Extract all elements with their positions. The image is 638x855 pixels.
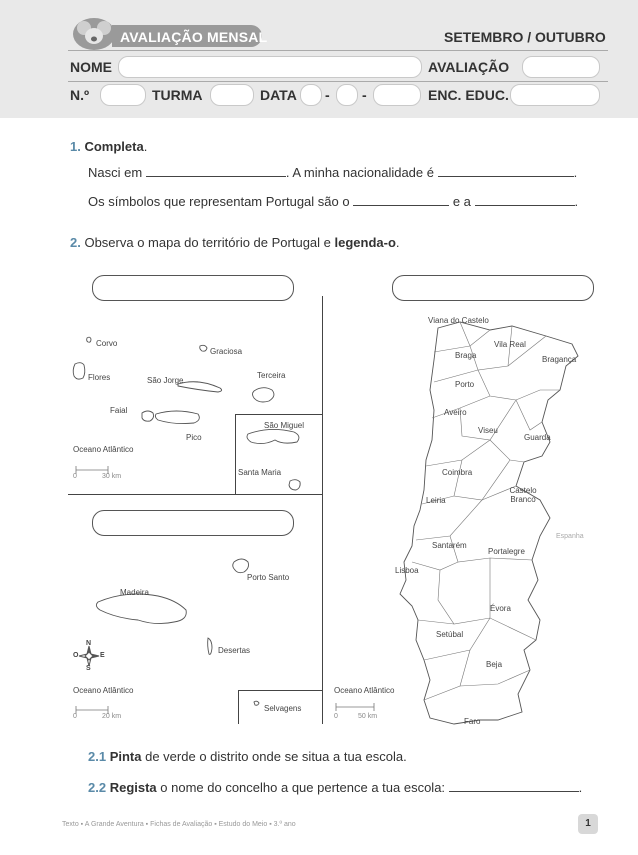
district-label: Viseu bbox=[478, 426, 498, 435]
district-label: Évora bbox=[490, 604, 511, 613]
district-label: Santarém bbox=[432, 541, 467, 550]
date-separator: - bbox=[362, 87, 367, 103]
island-corvo bbox=[87, 337, 91, 342]
numero-field[interactable] bbox=[100, 84, 146, 106]
birthplace-blank[interactable] bbox=[146, 175, 286, 177]
district-label: Lisboa bbox=[395, 566, 419, 575]
island-faial bbox=[142, 411, 154, 421]
island-sao-jorge bbox=[178, 382, 222, 392]
text-fragment: Observa o mapa do território de Portugal e bbox=[84, 235, 335, 250]
island-label: Santa Maria bbox=[238, 468, 282, 477]
island-label: Desertas bbox=[218, 646, 251, 655]
district-label: Viana do Castelo bbox=[428, 316, 489, 325]
question-title: Completa bbox=[84, 139, 144, 154]
form-header bbox=[0, 0, 638, 118]
district-label: Porto bbox=[455, 380, 475, 389]
district-label: Leiria bbox=[426, 496, 446, 505]
punct: . bbox=[143, 139, 148, 154]
scale-start: 0 bbox=[73, 473, 77, 480]
page-number: 1 bbox=[578, 814, 598, 834]
question-number: 1. bbox=[70, 139, 81, 154]
island-graciosa bbox=[200, 345, 207, 351]
compass-s: S bbox=[86, 665, 91, 672]
question-2-2 bbox=[88, 780, 582, 795]
azores-map bbox=[68, 296, 323, 496]
symbol-1-blank[interactable] bbox=[353, 204, 449, 206]
avaliacao-label: AVALIAÇÃO bbox=[428, 59, 510, 75]
island-terceira bbox=[253, 388, 274, 402]
text-fragment: e a bbox=[452, 194, 471, 209]
nome-label: NOME bbox=[70, 59, 112, 75]
scale-end: 30 km bbox=[102, 473, 122, 480]
symbol-2-blank[interactable] bbox=[475, 204, 575, 206]
concelho-blank[interactable] bbox=[449, 790, 579, 792]
district-label: Aveiro bbox=[444, 408, 467, 417]
island-label: Corvo bbox=[96, 339, 118, 348]
island-santa-maria bbox=[289, 480, 300, 490]
scale-end: 20 km bbox=[102, 713, 122, 720]
period-label: SETEMBRO / OUTUBRO bbox=[444, 29, 606, 45]
island-pico bbox=[155, 411, 199, 424]
scale-end: 50 km bbox=[358, 713, 378, 720]
text-fragment: Nasci em bbox=[88, 165, 143, 180]
koala-logo-icon bbox=[72, 16, 116, 52]
mainland-title-field[interactable] bbox=[392, 275, 594, 301]
spain-label: Espanha bbox=[556, 533, 584, 540]
text-fragment: de verde o distrito onde se situa a tua escola. bbox=[141, 749, 407, 764]
island-label: Pico bbox=[186, 433, 202, 442]
date-separator: - bbox=[325, 87, 330, 103]
enc-educ-field[interactable] bbox=[510, 84, 600, 106]
district-label: Beja bbox=[486, 660, 503, 669]
text-fragment: o nome do concelho a que pertence a tua escola: bbox=[156, 780, 446, 795]
island-label: São Jorge bbox=[147, 376, 184, 385]
question-2-heading bbox=[70, 235, 400, 250]
divider bbox=[68, 81, 608, 82]
island-label: Madeira bbox=[120, 588, 149, 597]
island-label: Selvagens bbox=[264, 704, 302, 713]
text-fragment: . A minha nacionalidade é bbox=[285, 165, 434, 180]
district-label: Bragança bbox=[542, 355, 577, 364]
compass-o: O bbox=[73, 652, 79, 659]
text-fragment: Os símbolos que representam Portugal são o bbox=[88, 194, 350, 209]
district-label: Guarda bbox=[524, 433, 551, 442]
text-fragment: Pinta bbox=[109, 749, 142, 764]
nationality-blank[interactable] bbox=[438, 175, 574, 177]
scale-start: 0 bbox=[73, 713, 77, 720]
punct: . bbox=[395, 235, 400, 250]
district-label: Vila Real bbox=[494, 340, 526, 349]
punct: . bbox=[573, 165, 578, 180]
avaliacao-field[interactable] bbox=[522, 56, 600, 78]
island-label: São Miguel bbox=[264, 421, 305, 430]
question-2-1 bbox=[88, 749, 407, 764]
footer-credits: Texto ▪ A Grande Aventura ▪ Fichas de Avaliação ▪ Estudo do Meio ▪ 3.º ano bbox=[62, 821, 296, 828]
island-madeira bbox=[96, 594, 186, 624]
brand-title: AVALIAÇÃO MENSAL bbox=[120, 29, 268, 45]
year-field[interactable] bbox=[373, 84, 421, 106]
island-label: Porto Santo bbox=[247, 573, 290, 582]
turma-field[interactable] bbox=[210, 84, 254, 106]
punct: . bbox=[578, 780, 583, 795]
compass-e: E bbox=[100, 652, 105, 659]
scale-bar bbox=[334, 702, 384, 712]
island-label: Terceira bbox=[257, 371, 286, 380]
district-label: Coimbra bbox=[442, 468, 473, 477]
question-1-line-2 bbox=[88, 194, 578, 209]
island-label: Faial bbox=[110, 406, 128, 415]
turma-label: TURMA bbox=[152, 87, 203, 103]
compass-n: N bbox=[86, 640, 92, 647]
island-flores bbox=[73, 363, 85, 379]
enc-educ-label: ENC. EDUC. bbox=[428, 87, 509, 103]
scale-start: 0 bbox=[334, 713, 338, 720]
question-1-heading bbox=[70, 139, 147, 154]
island-label: Graciosa bbox=[210, 347, 243, 356]
question-1-line-1 bbox=[88, 165, 577, 180]
district-label: Setúbal bbox=[436, 630, 464, 639]
punct: . bbox=[574, 194, 579, 209]
ocean-label: Oceano Atlântico bbox=[73, 445, 134, 454]
divider bbox=[68, 50, 608, 51]
island-label: Flores bbox=[88, 373, 111, 382]
question-number: 2.1 bbox=[88, 749, 107, 764]
district-label: Castelo Branco bbox=[509, 486, 537, 504]
nome-field[interactable] bbox=[118, 56, 422, 78]
text-fragment: Regista bbox=[109, 780, 157, 795]
island-desertas bbox=[208, 638, 212, 654]
ocean-label: Oceano Atlântico bbox=[73, 686, 134, 695]
district-label: Braga bbox=[455, 351, 477, 360]
text-fragment: legenda-o bbox=[334, 235, 396, 250]
month-field[interactable] bbox=[336, 84, 358, 106]
data-label: DATA bbox=[260, 87, 297, 103]
island-selvagens bbox=[254, 701, 259, 705]
mainland-map bbox=[390, 300, 590, 740]
question-number: 2.2 bbox=[88, 780, 107, 795]
district-label: Faro bbox=[464, 717, 481, 726]
island-porto-santo bbox=[233, 559, 249, 573]
district-label: Portalegre bbox=[488, 547, 525, 556]
numero-label: N.º bbox=[70, 87, 90, 103]
day-field[interactable] bbox=[300, 84, 322, 106]
island-sao-miguel bbox=[247, 429, 299, 443]
question-number: 2. bbox=[70, 235, 81, 250]
ocean-label: Oceano Atlântico bbox=[334, 686, 395, 695]
